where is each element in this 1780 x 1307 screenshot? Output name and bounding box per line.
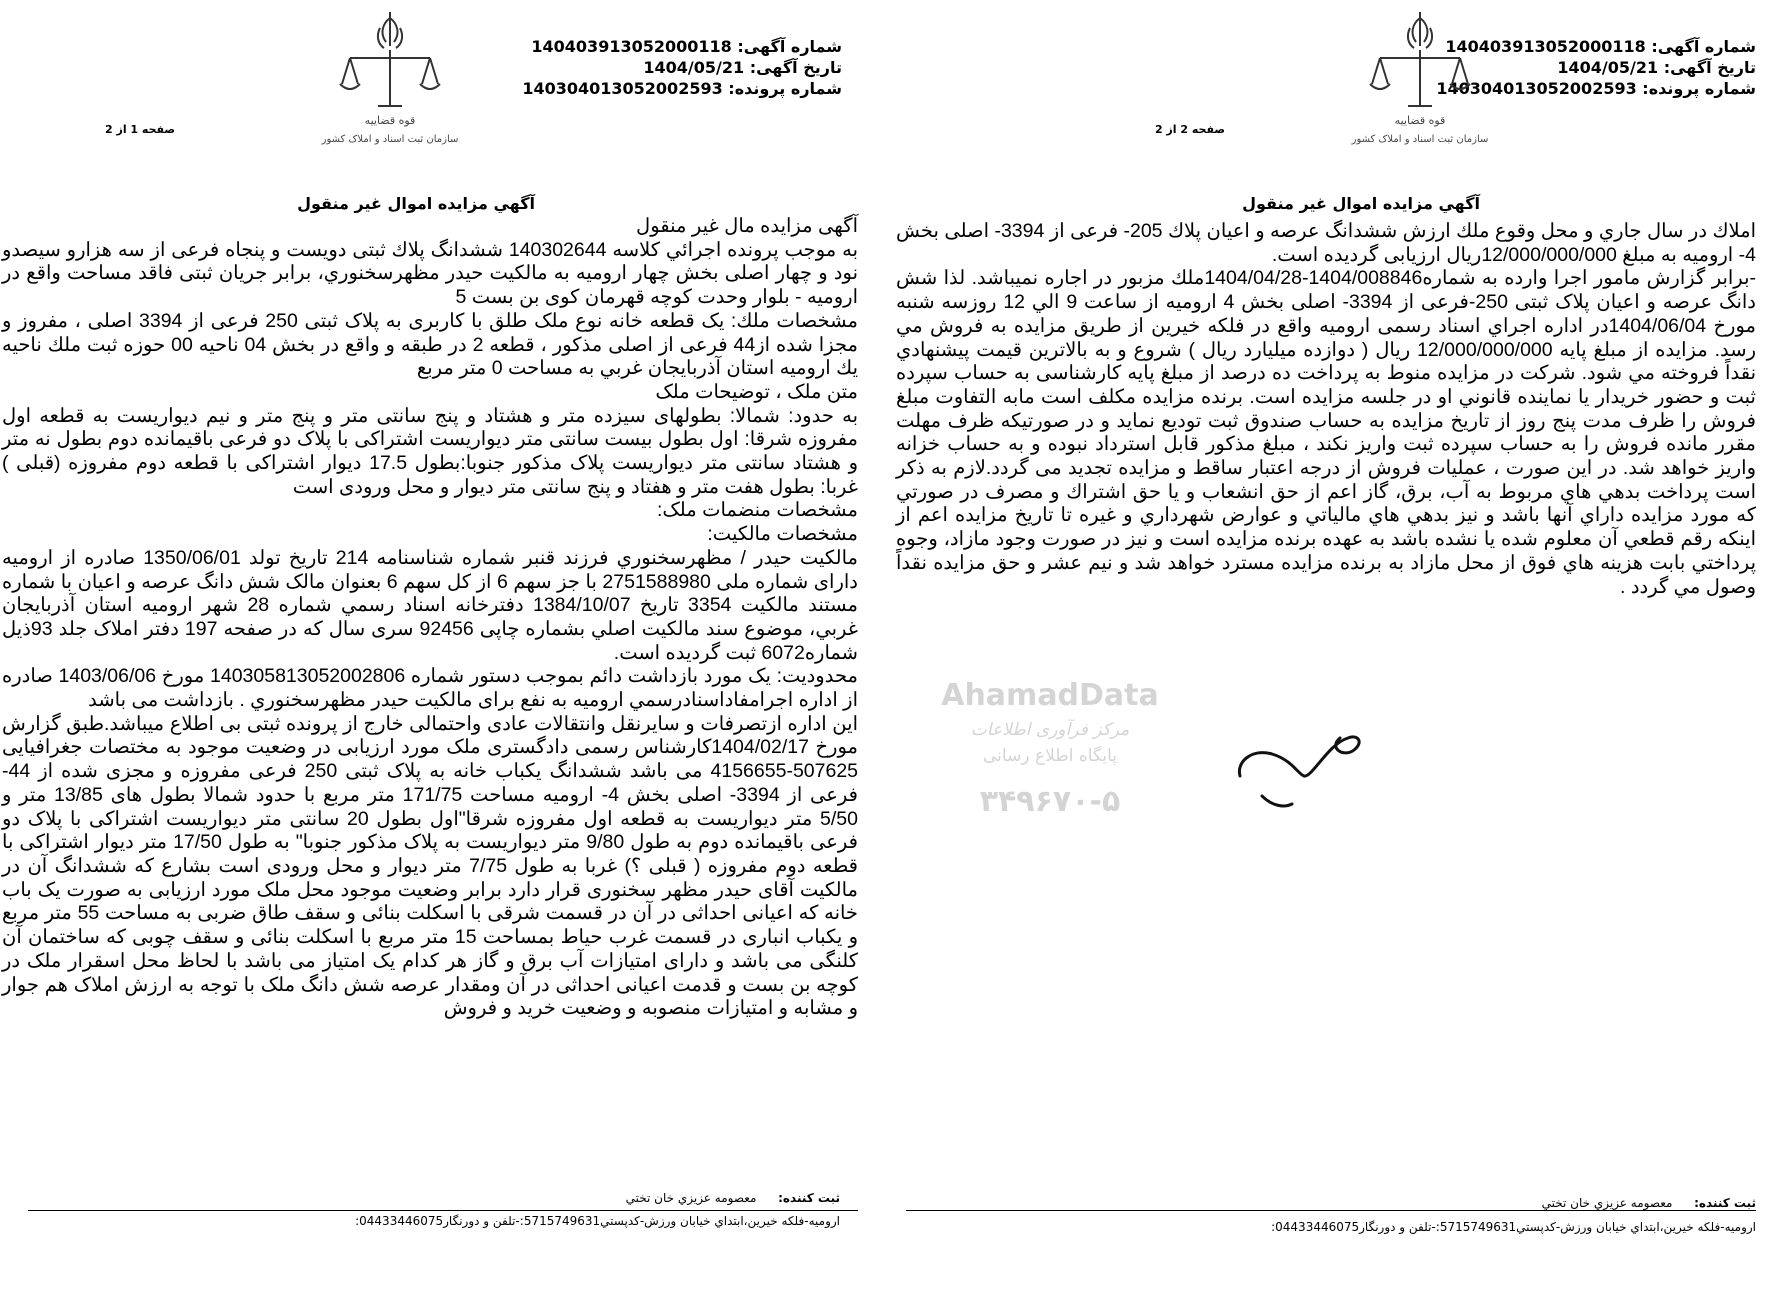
paragraph: مشخصات ملك: يک قطعه خانه نوع ملک طلق با کاربری به پلاک ثبتی 250 فرعی از 3394 اصلی ، مفروز و مجزا شده از44 فرعی از اصلی مذكور ، قطعه 2 در طبقه و واقع در بخش 04 ناحيه 00 حوزه ثبت ملك ناحيه يك اروميه استان آذربايجان غربي به مساحت 0 متر مربع: [2, 309, 858, 380]
case-number-label: شماره پرونده:: [728, 79, 842, 98]
page-number: صفحه 2 از 2: [1154, 123, 1225, 136]
footer-divider: [28, 1210, 858, 1211]
paragraph: مشخصات منضمات ملک:: [656, 499, 858, 522]
registrar-label: ثبت كننده:: [778, 1191, 840, 1205]
paragraph: املاك در سال جاري و محل وقوع ملك ارزش ششدانگ عرصه و اعيان پلاك 205- فرعی از 3394- اصلی بخش 4- اروميه به مبلغ 12/000/000/000ريال ارزيابی گرديده است.: [896, 220, 1757, 266]
page-number: صفحه 1 از 2: [105, 123, 176, 136]
judiciary-emblem-icon: [320, 6, 460, 156]
ad-number: 140403913052000118: [1445, 37, 1646, 56]
ad-date-label: تاریخ آگهی:: [749, 58, 842, 77]
ad-number: 140403913052000118: [531, 37, 732, 56]
svg-text:قوه قضاییه: قوه قضاییه: [364, 114, 416, 127]
svg-text:سازمان ثبت اسناد و املاک کشور: سازمان ثبت اسناد و املاک کشور: [321, 134, 459, 145]
footer-address: اروميه-فلكه خيرين،ابتداي خيابان ورزش-كدپستي5715749631:-تلفن و دورنگار04433446075:: [355, 1214, 840, 1228]
footer-registrar: [1542, 1196, 1756, 1210]
ad-date: 1404/05/21: [1557, 58, 1659, 77]
svg-text:قوه قضاییه: قوه قضاییه: [1394, 114, 1446, 127]
signature-icon: [1232, 718, 1392, 838]
judiciary-emblem-icon: [1350, 6, 1490, 156]
page-1: [0, 0, 880, 1307]
case-number: 140304013052002593: [522, 79, 723, 98]
ad-date-label: تاریخ آگهی:: [1663, 58, 1756, 77]
ad-number-row: [522, 36, 842, 57]
paragraph: اين اداره ازتصرفات و سايرنقل وانتقالات عادى واحتمالى خارج از پرونده ثبتى بى اطلاع ميباشد.طبق گزارش مورخ 1404/02/17كارشناس رسمی دادگستری ملک مورد ارزيابی در وضعيت موجود به مختصات جغرافيايی 507625-4156655 می باشد ششدانگ يکباب خانه به پلاک ثبتی 250 فرعی مفروزه و مجزی شده از 44- فرعی از 3394- اصلی بخش 4- اروميه مساحت 171/75 متر مربع با حدود شمالا بطول های 13/85 متر و 5/50 متر ديواريست به قطعه اول مفروزه شرقا"اول بطول 20 سانتی متر ديواريست اشتراکی با پلاک دو فرعی باقيمانده دوم به طول 9/80 متر ديواريست به پلاک مذکور جنوبا" به طول 17/50 متر ديوار اشتراکی با قطعه دوم مفروزه ( قبلی ؟) غربا به طول 7/75 متر ديوار و محل ورودی است بشارع كه ششدانگ آن در مالكيت آقای حيدر مظهر سخنوری قرار دارد برابر وضعيت موجود محل ملک مورد ارزيابی به صورت يک باب خانه كه اعيانی احداثی در آن در قسمت شرقی با اسكلت بنائی و سقف طاق ضربی به مساحت 55 متر مربع و يكباب انباری در قسمت غرب حياط بمساحت 15 متر مربع با اسكلت بنائی و سقف چوبی كه ساختمان آن كلنگی می باشد و دارای امتيازات آب برق و گاز هر كدام يک امتياز می باشد با لحاظ محل اسقرار ملک در كوچه بن بست و قدمت اعيانی احداثی در آن ومقدار عرصه شش دانگ ملک با توجه به ارزش املاک هم جوار و مشابه و امتيازات منصوبه و وضعيت خريد و فروش: [2, 712, 859, 1020]
paragraph: محدوديت: يک مورد بازداشت دائم بموجب دستور شماره 140305813052002806 مورخ 1403/06/06 صادره از اداره اجرامفاداسنادرسمي اروميه به نفع برای مالكيت حيدر مظهرسخنوري . بازداشت می باشد: [2, 665, 858, 712]
footer-registrar: [626, 1191, 840, 1205]
watermark-logo: AhamadData مرکز فرآوری اطلاعات پایگاه اطلاع رسانی ۳۴۹۶۷۰-۵: [941, 678, 1159, 819]
ad-date-row: [522, 57, 842, 78]
registrar-name: معصومه عزيزي خان تختي: [1541, 1196, 1673, 1210]
paragraph: مالكيت حيدر / مظهرسخنوري فرزند قنبر شماره شناسنامه 214 تاريخ تولد 1350/06/01 صادره از اروميه دارای شماره ملی 2751588980 با جز سهم 6 از كل سهم 6 بعنوان مالک شش دانگ عرصه و اعيان با شماره مستند مالكيت 3354 تاريخ 1384/10/07 دفترخانه اسناد رسمي شماره 28 شهر اروميه استان آذربايجان غربي، موضوع سند مالكيت اصلي بشماره چاپی 92456 سری سال كه در صفحه 197 دفتر املاک جلد 93ذيل شماره6072 ثبت گرديده است.: [2, 546, 859, 664]
footer-address: اروميه-فلكه خيرين،ابتداي خيابان ورزش-كدپستي5715749631:-تلفن و دورنگار04433446075:: [1271, 1220, 1756, 1234]
case-number-row: [522, 78, 842, 99]
case-number: 140304013052002593: [1436, 79, 1637, 98]
paragraph: مشخصات مالكيت:: [707, 523, 858, 546]
paragraph: آگهی مزايده مال غير منقول: [636, 215, 858, 237]
paragraph: متن ملک ، توضيحات ملک: [655, 380, 858, 403]
ad-number-label: شماره آگهی:: [1651, 37, 1756, 56]
case-number-label: شماره پرونده:: [1642, 79, 1756, 98]
registrar-label: ثبت كننده:: [1694, 1196, 1756, 1210]
paragraph: -برابر گزارش مامور اجرا وارده به شماره1404/008846-1404/04/28ملك مزبور در اجاره نميباشد. لذا شش دانگ عرصه و اعيان پلاک ثبتی 250-فرعی از 3394- اصلی بخش 4 اروميه از ساعت 9 الي 12 روزسه شنبه مورخ 1404/06/04در اداره اجراي اسناد رسمی اروميه واقع در فلكه خيرين از طريق مزايده به فروش مي رسد. مزايده از مبلغ پايه 12/000/000/000 ريال ( دوازده ميليارد ريال ) شروع و به بالاترين قيمت پيشنهادي نقداً فروخته مي شود. شركت در مزايده منوط به پرداخت ده درصد از مبلغ پايه كارشناسی به حساب سپرده ثبت و حضور خريدار يا نماينده قانوني او در جلسه مزايده است. برنده مزايده مكلف است مابه التفاوت مبلغ فروش را ظرف مدت پنج روز از تاريخ مزايده به حساب صندوق ثبت توديع نمايد و در صورتيكه ظرف مهلت مقرر مانده فروش را به حساب سپرده ثبت واريز نكند ، مبلغ مذكور قابل استرداد نبوده و به حساب خزانه واريز خواهد شد. در اين صورت ، عمليات فروش از درجه اعتبار ساقط و مزايده تجديد مى گردد.لازم به ذكر است پرداخت بدهي هاي مربوط به آب، برق، گاز اعم از حق انشعاب و يا حق اشتراك و مصرف در صورتي كه مورد مزايده داراي آنها باشد و نيز بدهي هاي مالياتي و عوارض شهرداري و غيره تا تاريخ مزايده اعم از اينكه رقم قطعي آن معلوم شده يا نشده باشد به عهده برنده مزايده است و نيز در صورت وجود مازاد، وجوه پرداختي بابت هزينه هاي فوق از محل مازاد به برنده مزايده مسترد خواهد شد و نيم عشر و حق مزايده نقداً وصول مي گردد .: [896, 267, 1756, 598]
ad-date: 1404/05/21: [643, 58, 745, 77]
notice-title: آگهي مزايده اموال غير منقول: [1242, 194, 1480, 213]
registrar-name: معصومه عزيزي خان تختي: [625, 1191, 757, 1205]
svg-text:سازمان ثبت اسناد و املاک کشور: سازمان ثبت اسناد و املاک کشور: [1351, 134, 1489, 145]
paragraph: به موجب پرونده اجرائي كلاسه 140302644 ششدانگ پلاك ثبتی دويست و پنجاه فرعی از سه هزارو سيصدو نود و چهار اصلی بخش چهار اروميه به مالكيت حيدر مظهرسخنوري، برابر جريان ثبتی فاقد مساحت واقع در اروميه - بلوار وحدت كوچه قهرمان كوی بن بست 5: [2, 238, 858, 309]
footer-divider: [906, 1210, 1756, 1211]
ad-number-label: شماره آگهی:: [737, 37, 842, 56]
notice-title: آگهي مزايده اموال غير منقول: [297, 194, 535, 213]
paragraph: به حدود: شمالا: بطولهای سيزده متر و هشتاد و پنج سانتی متر و پنج متر و نيم ديواريست به قطعه اول مفروزه شرقا: اول بطول بيست سانتی متر ديواريست اشتراکی با پلاک دو فرعی باقيمانده دوم بطول نه متر و هشتاد سانتی متر ديواريست پلاک مذکور جنوبا:بطول 17.5 ديوار اشتراکی با قطعه دوم مفروزه (قبلی ) غربا: بطول هفت متر و هفتاد و پنج سانتی متر ديوار و محل ورودی است: [2, 404, 858, 498]
notice-body: [2, 215, 858, 1021]
header-meta: [522, 36, 842, 99]
